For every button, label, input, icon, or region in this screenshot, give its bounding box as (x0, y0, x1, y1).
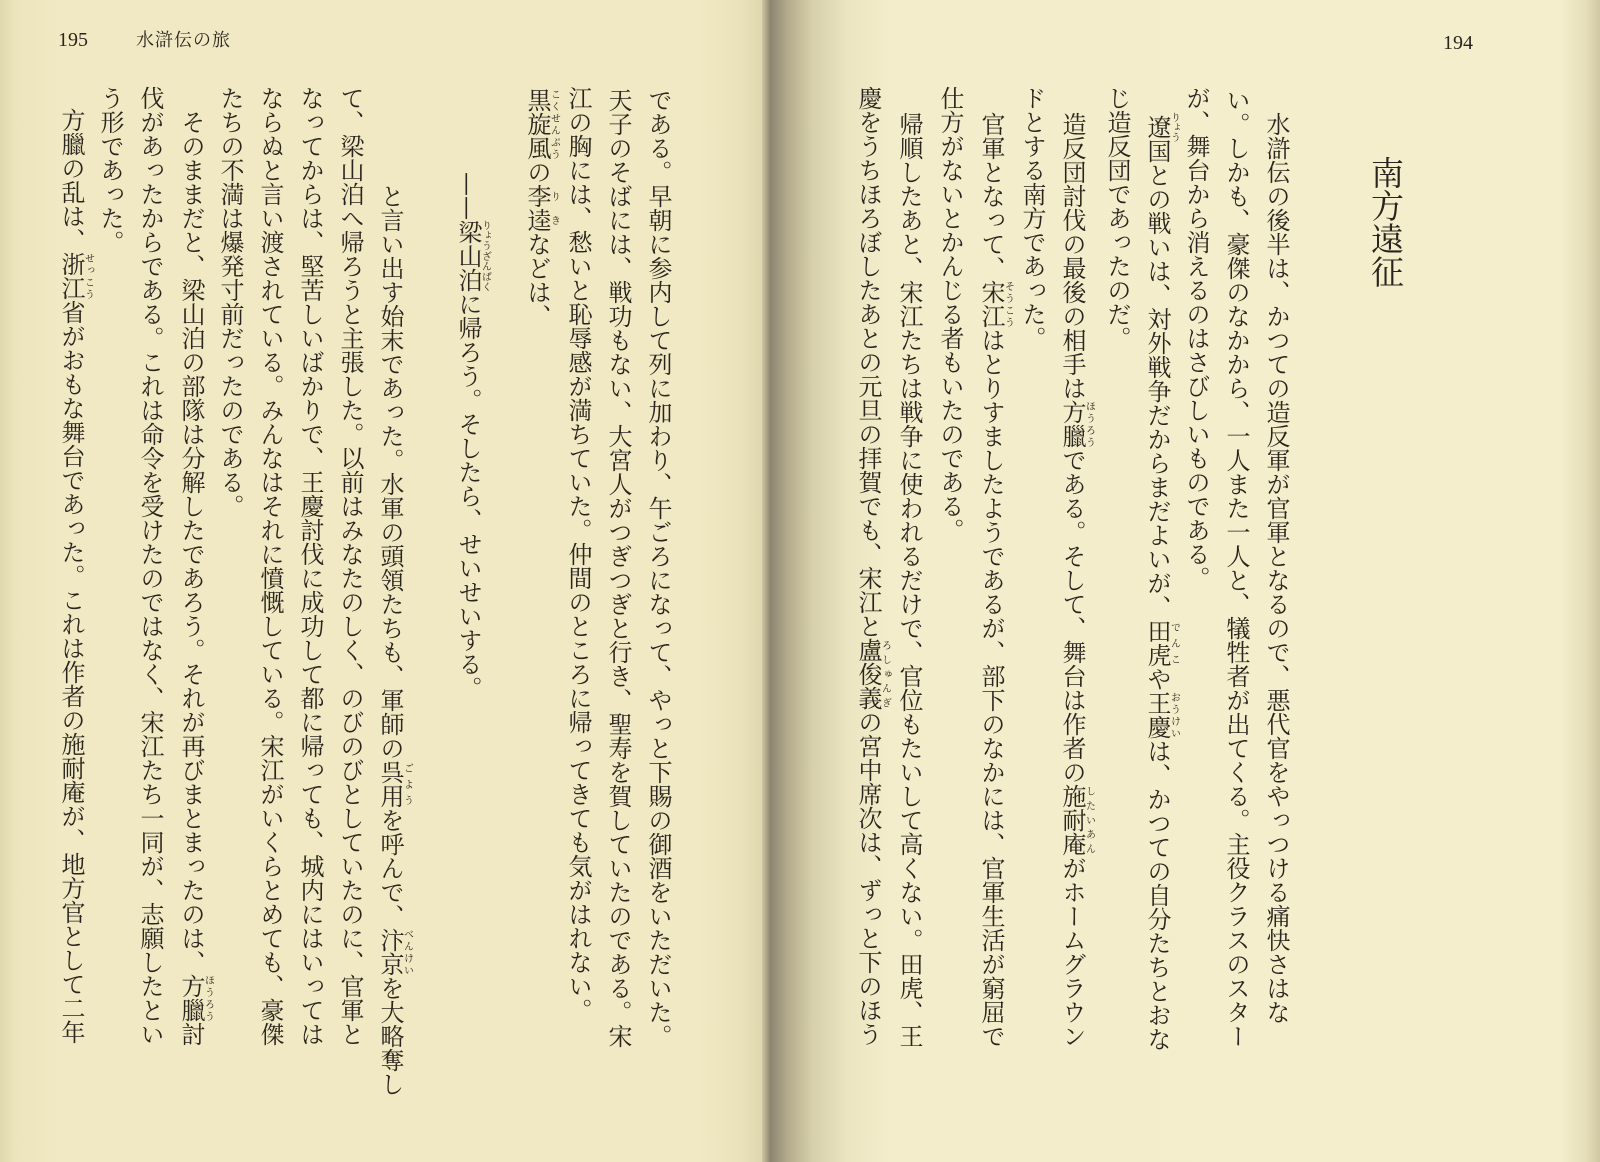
ruby-base: 遼 (1143, 112, 1171, 142)
text-column (169, 110, 213, 1046)
text-run: ドとする南方であった。 (1018, 86, 1046, 350)
ruby-base: 汴京 (376, 928, 404, 976)
text-column (88, 86, 132, 254)
text-column (288, 86, 332, 1046)
ruby-word (177, 974, 214, 1022)
text-run: 討 (177, 1022, 205, 1046)
ruby-base: 浙江 (57, 252, 85, 300)
text-run: や (1143, 667, 1171, 691)
ruby-reading: そうこう (1002, 280, 1014, 328)
ruby-base: 盧俊義 (854, 638, 882, 710)
right-page (770, 0, 1600, 1162)
text-column (846, 86, 890, 1046)
text-run: ならぬと言い渡されている。みんなはそれに憤慨している。宋江がいくらとめても、豪傑 (256, 86, 284, 1046)
ruby-reading: ごよう (401, 760, 413, 808)
text-run: が、舞台から消えるのはさびしいものである。 (1182, 86, 1210, 590)
ruby-word (376, 928, 413, 976)
text-column (1135, 112, 1179, 1051)
text-run: がホームグラウン (1058, 856, 1086, 1048)
text-run: 方臘の乱は、 (57, 108, 85, 252)
ruby-reading: りき (548, 184, 560, 232)
ruby-word (1143, 112, 1180, 142)
text-column (208, 86, 252, 518)
ruby-base: 王慶 (1143, 691, 1171, 739)
text-column (887, 112, 931, 1048)
ruby-word (523, 184, 560, 232)
text-column (1174, 86, 1218, 590)
text-run: はとりすましたようであるが、部下のなかには、官軍生活が窮屈で (977, 328, 1005, 1048)
text-run: 慶をうちほろぼしたあとの元旦の拝賀でも、宋江と (854, 86, 882, 638)
ruby-reading: したいあん (1083, 784, 1095, 856)
ruby-base: 宋江 (977, 280, 1005, 328)
ruby-word (977, 280, 1014, 328)
text-column (1010, 86, 1054, 350)
text-run: 省がおもな舞台であった。これは作者の施耐庵が、地方官として二年 (57, 300, 85, 1044)
text-column (928, 86, 972, 542)
ruby-base: 方臘 (1058, 400, 1086, 448)
text-column (1095, 86, 1139, 350)
ruby-word (1058, 784, 1095, 856)
text-run: 江の胸には、愁いと恥辱感が満ちていた。仲間のところに帰ってきても気がはれない。 (564, 86, 592, 1022)
text-column (596, 88, 640, 1048)
left-page (0, 0, 770, 1162)
text-run: 国との戦いは、対外戦争だからまだよいが、 (1143, 139, 1171, 619)
ruby-word (1143, 691, 1180, 739)
text-run: 天子のそばには、戦功もない、大宮人がつぎつぎと行き、聖寿を賀していたのである。宋 (604, 88, 632, 1048)
text-column (328, 86, 372, 1046)
text-run: を呼んで、 (376, 808, 404, 928)
text-column (49, 108, 93, 1044)
ruby-reading: でんこ (1168, 619, 1180, 667)
text-column (556, 86, 600, 1022)
text-run: —— (454, 172, 482, 220)
ruby-reading: こくせんぷう (548, 88, 560, 160)
text-column (446, 172, 490, 700)
text-run: 造反団討伐の最後の相手は (1058, 112, 1086, 400)
ruby-reading: りょう (1168, 112, 1180, 142)
running-head: 水滸伝の旅 (136, 30, 231, 51)
ruby-word (454, 220, 491, 292)
text-run: に帰ろう。そしたら、せいせいする。 (454, 292, 482, 700)
ruby-base: 梁山泊 (454, 220, 482, 292)
ruby-reading: べんけい (401, 928, 413, 976)
page-number: 194 (1443, 32, 1473, 54)
text-run: 水滸伝の後半は、かつての造反軍が官軍となるので、悪代官をやっつける痛快さはな (1262, 112, 1290, 1024)
text-column (636, 88, 680, 1048)
text-column (1254, 112, 1298, 1024)
ruby-base: 田虎 (1143, 619, 1171, 667)
text-run: 官軍となって、 (977, 112, 1005, 280)
text-run: 伐があったからである。これは命令を受けたのではなく、宋江たち一同が、志願したとい (136, 86, 164, 1046)
text-run: 仕方がないとかんじる者もいたのである。 (936, 86, 964, 542)
ruby-word (57, 252, 94, 300)
section-title: 南方遠征 (1366, 156, 1405, 288)
text-column (515, 88, 559, 328)
text-column (368, 184, 412, 1096)
text-run: は、かつての自分たちとおな (1143, 739, 1171, 1051)
text-run: たちの不満は爆発寸前だったのである。 (216, 86, 244, 518)
text-run: い。しかも、豪傑のなかから、一人また一人と、犠牲者が出てくる。主役クラスのスター (1222, 88, 1250, 1048)
text-column (1050, 112, 1094, 1048)
text-run: である。早朝に参内して列に加わり、午ごろになって、やっと下賜の御酒をいただいた。 (644, 88, 672, 1048)
ruby-reading: おうけい (1168, 691, 1180, 739)
text-run: と言い出す始末であった。水軍の頭領たちも、軍師の (376, 184, 404, 760)
ruby-reading: せっこう (82, 252, 94, 300)
text-run: 帰順したあと、宋江たちは戦争に使われるだけで、官位もたいして高くない。田虎、王 (895, 112, 923, 1048)
text-run: の (523, 160, 551, 184)
text-run: である。そして、舞台は作者の (1058, 448, 1086, 784)
text-column (1214, 88, 1258, 1048)
text-run: を大略奪し (376, 976, 404, 1096)
ruby-word (1143, 619, 1180, 667)
text-run: そのままだと、梁山泊の部隊は分解したであろう。それが再びまとまったのは、 (177, 110, 205, 974)
ruby-reading: ほうろう (202, 974, 214, 1022)
ruby-base: 李逵 (523, 184, 551, 232)
ruby-word (854, 638, 891, 710)
ruby-reading: ほうろう (1083, 400, 1095, 448)
text-run: じ造反団であったのだ。 (1103, 86, 1131, 350)
text-run: て、梁山泊へ帰ろうと主張した。以前はみなたのしく、のびのびとしていたのに、官軍と (336, 86, 364, 1046)
text-column (969, 112, 1013, 1048)
ruby-word (523, 88, 560, 160)
ruby-base: 黒旋風 (523, 88, 551, 160)
ruby-reading: りょうざんぱく (479, 220, 491, 292)
text-run: う形であった。 (96, 86, 124, 254)
text-run: の宮中席次は、ずっと下のほう (854, 710, 882, 1046)
text-run: などは、 (523, 232, 551, 328)
ruby-word (1058, 400, 1095, 448)
ruby-reading: ろしゅんぎ (879, 638, 891, 710)
text-column (128, 86, 172, 1046)
text-column (248, 86, 292, 1046)
ruby-base: 方臘 (177, 974, 205, 1022)
ruby-base: 施耐庵 (1058, 784, 1086, 856)
text-run: なってからは、堅苦しいばかりで、王慶討伐に成功して都に帰っても、城内にはいっては (296, 86, 324, 1046)
ruby-word (376, 760, 413, 808)
ruby-base: 呉用 (376, 760, 404, 808)
page-number: 195 (58, 29, 88, 51)
